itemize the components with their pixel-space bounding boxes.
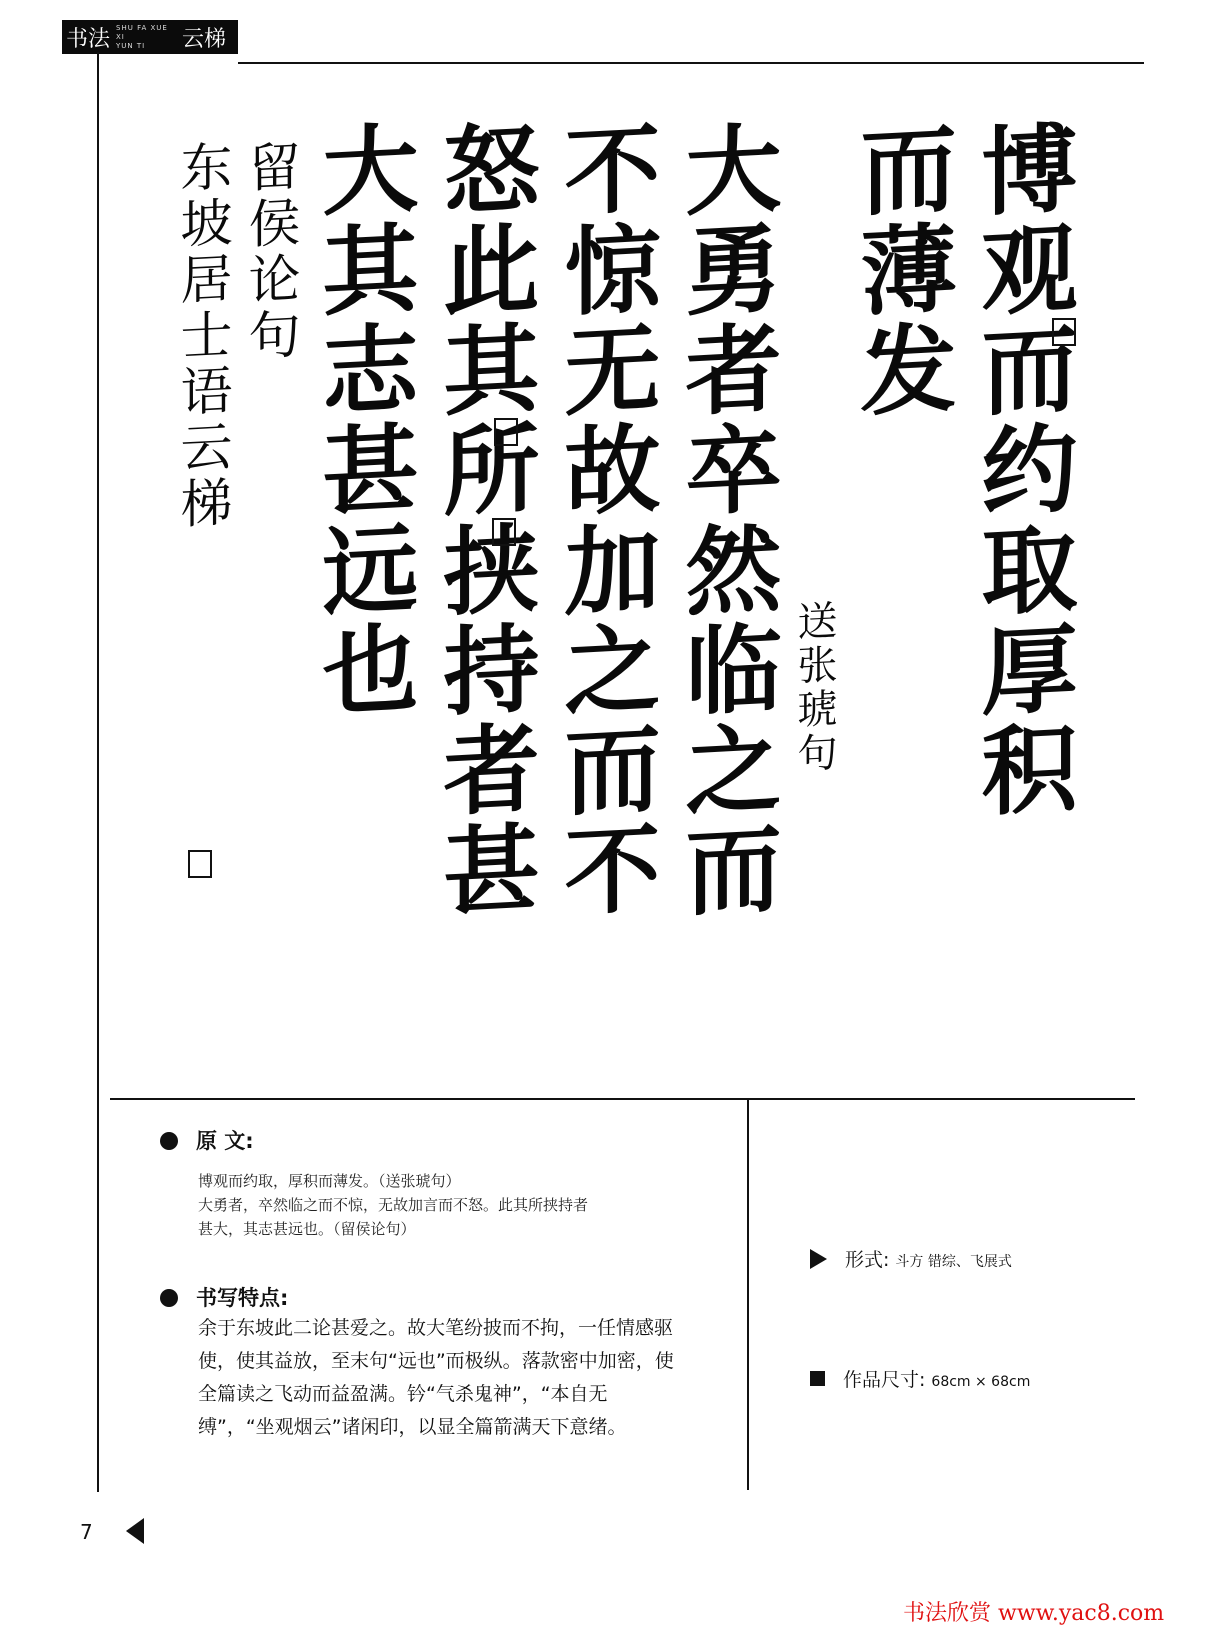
header-subtitle	[116, 24, 176, 51]
original-text-section	[160, 1125, 588, 1241]
column-divider	[747, 1100, 749, 1490]
text-line: 甚大，其志甚远也。（留侯论句）	[198, 1220, 416, 1238]
seal-stamp	[494, 418, 518, 446]
header-banner	[62, 20, 238, 54]
square-bullet-icon	[810, 1371, 825, 1386]
signature-line: 东坡居士语云梯	[171, 138, 231, 534]
top-rule	[238, 62, 1144, 64]
calligraphy-column: 大其志甚远也	[307, 117, 420, 723]
signature-line: 留侯论句	[239, 138, 299, 366]
subtitle-line-2: YUN TI	[116, 41, 146, 50]
text-line: 大勇者，卒然临之而不惊，无故加言而不怒。此其所挟持者	[198, 1196, 589, 1214]
triangle-bullet-icon	[810, 1249, 827, 1269]
bullet-icon	[160, 1289, 178, 1307]
header-title-left: 书法	[66, 26, 111, 52]
size-info	[810, 1365, 1030, 1392]
page-arrow-icon	[126, 1518, 144, 1544]
watermark: 书法欣赏 www.yac8.com	[903, 1601, 1165, 1626]
size-label: 作品尺寸:	[843, 1369, 926, 1391]
form-label: 形式:	[845, 1249, 890, 1271]
section-heading: 原 文:	[196, 1129, 254, 1153]
calligraphy-column: 大勇者卒然临之而	[670, 117, 783, 923]
calligraphy-column: 怒此其所挟持者甚	[428, 117, 541, 923]
middle-rule	[110, 1098, 1135, 1100]
page-number: 7	[80, 1520, 93, 1544]
seal-stamp	[492, 518, 516, 546]
section-heading: 书写特点:	[196, 1286, 289, 1310]
features-paragraph: 余于东坡此二论甚爱之。故大笔纷披而不拘，一任情感驱使，使其益放，至末句“远也”而极纵。落款密中加密，使全篇读之飞动而益盈满。钤“气杀鬼神”，“本自无缚”，“坐观烟云”诸闲印，以显全篇箭满天下意绪。	[198, 1317, 674, 1438]
text-line: 博观而约取，厚积而薄发。（送张琥句）	[198, 1172, 461, 1190]
calligraphy-column: 而薄发	[845, 117, 958, 423]
calligraphy-artwork	[160, 117, 1080, 1040]
subtitle-line-1: SHU FA XUE XI	[116, 23, 168, 41]
left-rule	[97, 52, 99, 1492]
header-title-right: 云梯	[182, 26, 227, 52]
seal-stamp	[1052, 318, 1076, 346]
seal-stamp	[188, 850, 212, 878]
form-info	[810, 1245, 1012, 1272]
size-value: 68cm × 68cm	[931, 1374, 1031, 1390]
writing-features-section	[160, 1282, 678, 1444]
calligraphy-column: 博观而约取厚积	[966, 117, 1079, 823]
form-value: 斗方 错综、飞展式	[895, 1254, 1012, 1270]
calligraphy-inscription: 送张琥句	[791, 598, 837, 778]
calligraphy-column: 不惊无故加之而不	[549, 117, 662, 923]
bullet-icon	[160, 1132, 178, 1150]
